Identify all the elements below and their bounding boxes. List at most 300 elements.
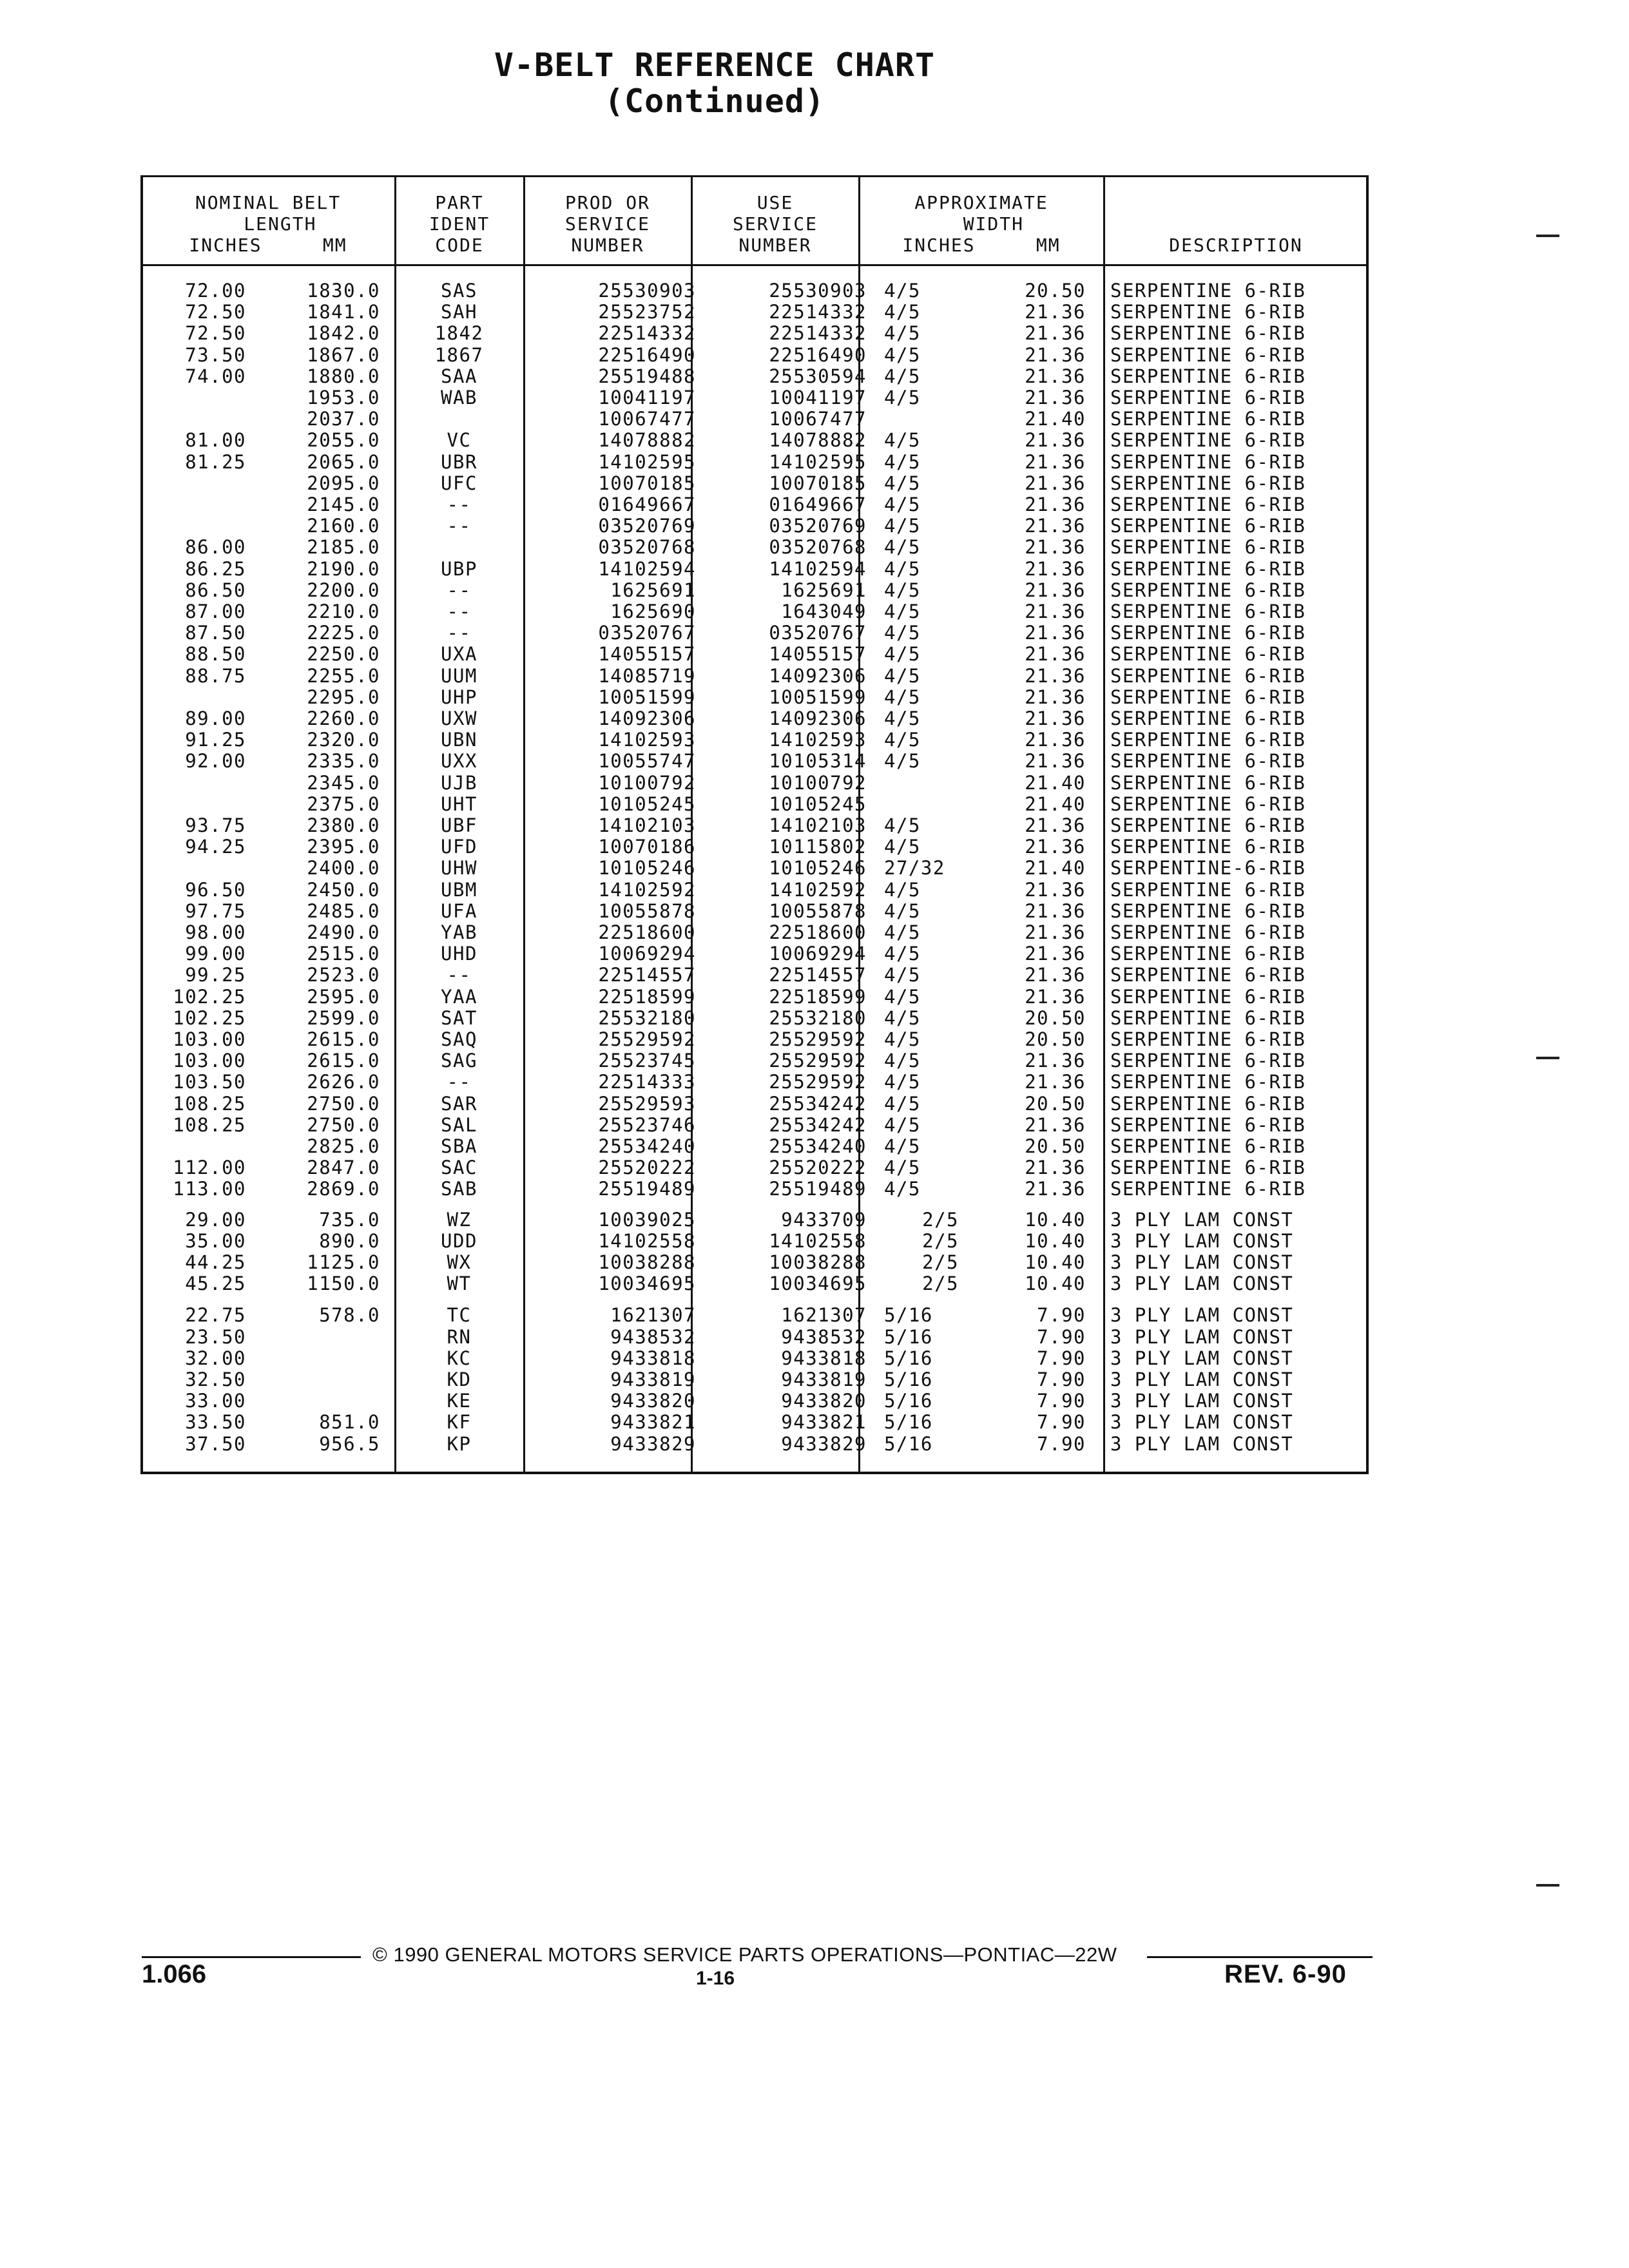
width-mm-cell: 20.50 [1025,1135,1086,1157]
mm-cell: 1150.0 [307,1273,380,1295]
inches-cell: 97.75 [185,899,246,922]
part-code-cell: WX [447,1251,472,1273]
mm-cell: 2595.0 [307,985,380,1008]
width-inches-cell: 4/5 [884,1071,921,1093]
part-code-cell: UBM [441,878,477,901]
description-cell: 3 PLY LAM CONST [1110,1390,1294,1412]
mm-cell: 1842.0 [307,322,380,345]
use-number-cell: 22518600 [769,921,867,943]
prod-number-cell: 10055747 [598,750,696,773]
mm-cell [251,1327,380,1348]
prod-number-cell: 9433820 [610,1390,696,1412]
part-code-cell: -- [447,964,472,986]
mm-cell: 2375.0 [307,793,380,815]
width-mm-cell: 7.90 [1037,1304,1086,1327]
inches-cell: 74.00 [185,365,246,387]
margin-mark [1536,1884,1559,1887]
use-number-cell: 22514332 [769,301,867,323]
prod-number-cell: 25520222 [598,1157,696,1179]
width-inches-cell: 4/5 [884,899,921,922]
description-cell: SERPENTINE 6-RIB [1110,472,1306,494]
width-inches-cell: 4/5 [884,1157,921,1179]
width-inches-cell: 4/5 [884,1113,921,1136]
prod-number-cell: 22518599 [598,985,696,1008]
table-row [0,965,1629,986]
use-number-cell: 1643049 [781,601,867,622]
mm-cell: 1867.0 [307,343,380,366]
inches-cell: 103.50 [173,1071,246,1093]
use-number-cell: 9433819 [781,1369,867,1390]
table-row [0,858,1629,879]
use-number-cell: 14102593 [769,729,867,751]
width-inches-cell: 4/5 [884,322,921,345]
use-number-cell: 25519489 [769,1178,867,1200]
part-code-cell: UFC [441,472,477,494]
prod-number-cell: 03520768 [598,536,696,559]
prod-number-cell: 10070185 [598,472,696,494]
table-row [0,1305,1629,1326]
width-mm-cell: 21.36 [1025,643,1086,666]
table-row [0,1231,1629,1252]
description-cell: SERPENTINE-6-RIB [1110,857,1306,879]
inches-cell: 99.25 [185,964,246,986]
use-number-cell: 1625691 [781,579,867,601]
inches-cell: 44.25 [185,1251,246,1273]
part-code-cell: SAL [441,1113,477,1136]
use-number-cell: 14092306 [769,664,867,687]
table-row [0,1412,1629,1433]
width-mm-cell: 21.36 [1025,579,1086,601]
width-inches-cell: 4/5 [884,387,921,408]
width-inches-cell: 4/5 [884,964,921,986]
use-number-cell: 25529592 [769,1028,867,1050]
prod-number-cell: 22514332 [598,322,696,345]
mm-cell: 890.0 [319,1229,380,1252]
use-number-cell: 14102595 [769,450,867,473]
mm-cell: 2523.0 [307,964,380,986]
part-code-cell: UBR [441,450,477,473]
title-line-2: (Continued) [604,82,825,120]
description-cell: 3 PLY LAM CONST [1110,1347,1294,1369]
mm-cell: 2400.0 [307,857,380,879]
description-cell: 3 PLY LAM CONST [1110,1325,1294,1348]
width-mm-cell: 21.36 [1025,1113,1086,1136]
part-code-cell: WT [447,1273,472,1295]
description-cell: SERPENTINE 6-RIB [1110,408,1306,430]
width-inches-cell [884,773,981,794]
description-cell: 3 PLY LAM CONST [1110,1229,1294,1252]
use-number-cell: 14055157 [769,643,867,666]
part-code-cell: TC [447,1304,472,1327]
part-code-cell: -- [447,515,472,537]
mm-cell: 2055.0 [307,429,380,452]
inches-cell: 93.75 [185,814,246,836]
width-inches-cell: 4/5 [884,450,921,473]
width-mm-cell: 7.90 [1037,1411,1086,1434]
width-inches-cell: 4/5 [884,1178,921,1200]
use-number-cell: 1621307 [781,1304,867,1327]
description-cell: SERPENTINE 6-RIB [1110,1092,1306,1115]
prod-number-cell: 10070186 [598,836,696,858]
prod-number-cell: 14102594 [598,557,696,580]
table-row [0,1050,1629,1072]
width-mm-cell: 21.40 [1025,793,1086,815]
table-row [0,1273,1629,1294]
description-cell: SERPENTINE 6-RIB [1110,686,1306,708]
description-cell: 3 PLY LAM CONST [1110,1369,1294,1390]
width-inches-cell: 5/16 [884,1411,933,1434]
prod-number-cell: 22514333 [598,1071,696,1093]
width-mm-cell: 21.40 [1025,771,1086,794]
inches-cell: 99.00 [185,943,246,965]
width-mm-cell: 21.36 [1025,536,1086,559]
part-code-cell: RN [447,1325,472,1348]
inches-cell: 86.00 [185,536,246,559]
use-number-cell: 14102558 [769,1229,867,1252]
table-row [0,794,1629,815]
width-inches-cell: 4/5 [884,557,921,580]
width-mm-cell: 21.36 [1025,878,1086,901]
width-inches-cell [884,794,981,815]
mm-cell: 2490.0 [307,921,380,943]
inches-cell [143,858,246,879]
prod-number-cell: 25529593 [598,1092,696,1115]
table-row [0,494,1629,515]
description-cell: SERPENTINE 6-RIB [1110,985,1306,1008]
footer-section-number: 1.066 [142,1960,207,1988]
width-inches-cell: 4/5 [884,429,921,452]
prod-number-cell: 22514557 [598,964,696,986]
prod-number-cell: 14102592 [598,878,696,901]
mm-cell: 2145.0 [307,494,380,515]
part-code-cell: YAA [441,985,477,1008]
inches-cell: 103.00 [173,1028,246,1050]
description-cell: 3 PLY LAM CONST [1110,1251,1294,1273]
width-inches-cell: 4/5 [884,686,921,708]
width-mm-cell: 21.36 [1025,664,1086,687]
description-cell: 3 PLY LAM CONST [1110,1432,1294,1455]
inches-cell: 23.50 [185,1325,246,1348]
width-inches-cell: 4/5 [884,921,921,943]
inches-cell: 91.25 [185,729,246,751]
description-cell: SERPENTINE 6-RIB [1110,750,1306,773]
table-row [0,901,1629,922]
description-cell: 3 PLY LAM CONST [1110,1273,1294,1295]
width-inches-cell: 4/5 [884,1092,921,1115]
prod-number-cell: 25523745 [598,1050,696,1072]
width-mm-cell: 21.36 [1025,985,1086,1008]
inches-cell: 87.00 [185,601,246,622]
description-cell: SERPENTINE 6-RIB [1110,343,1306,366]
inches-cell: 92.00 [185,750,246,773]
mm-cell: 2450.0 [307,878,380,901]
part-code-cell: 1867 [434,343,484,366]
width-inches-cell: 4/5 [884,536,921,559]
width-mm-cell: 21.40 [1025,857,1086,879]
description-cell: SERPENTINE 6-RIB [1110,1006,1306,1029]
prod-number-cell: 25534240 [598,1135,696,1157]
description-cell: SERPENTINE 6-RIB [1110,601,1306,622]
prod-number-cell: 10039025 [598,1208,696,1231]
table-row [0,1390,1629,1412]
width-mm-cell: 7.90 [1037,1347,1086,1369]
table-row [0,666,1629,687]
part-code-cell: UHT [441,793,477,815]
mm-cell [251,1348,380,1369]
use-number-cell: 10070185 [769,472,867,494]
mm-cell: 2515.0 [307,943,380,965]
width-inches-cell: 4/5 [884,664,921,687]
footer-rule-right [1147,1956,1373,1958]
width-inches-cell: 4/5 [884,1006,921,1029]
prod-number-cell: 10055878 [598,899,696,922]
description-cell: SERPENTINE 6-RIB [1110,280,1306,302]
inches-cell: 72.00 [185,280,246,302]
title-line-1: V-BELT REFERENCE CHART [494,46,936,84]
table-row [0,1178,1629,1200]
description-cell: SERPENTINE 6-RIB [1110,1135,1306,1157]
width-inches-cell: 4/5 [884,1050,921,1072]
inches-cell: 113.00 [173,1178,246,1200]
use-number-cell: 10067477 [769,408,867,430]
width-mm-cell: 21.36 [1025,943,1086,965]
header-prod-number: PROD OR SERVICE NUMBER [564,192,650,256]
table-row [0,387,1629,408]
width-mm-cell: 21.36 [1025,450,1086,473]
use-number-cell: 14092306 [769,707,867,729]
part-code-cell: WAB [441,387,477,408]
use-number-cell: 9433829 [781,1432,867,1455]
part-code-cell: UHD [441,943,477,965]
part-code-cell: YAB [441,921,477,943]
prod-number-cell: 25530903 [598,280,696,302]
use-number-cell: 10105246 [769,857,867,879]
use-number-cell: 22514557 [769,964,867,986]
header-width: APPROXIMATE WIDTH INCHES MM [902,192,1061,256]
width-mm-cell: 21.36 [1025,1050,1086,1072]
description-cell: SERPENTINE 6-RIB [1110,664,1306,687]
table-row [0,345,1629,366]
mm-cell: 1125.0 [307,1251,380,1273]
prod-number-cell: 1621307 [610,1304,696,1327]
mm-cell [251,1369,380,1390]
use-number-cell: 01649667 [769,494,867,515]
use-number-cell: 25532180 [769,1006,867,1029]
description-cell: SERPENTINE 6-RIB [1110,622,1306,644]
description-cell: SERPENTINE 6-RIB [1110,707,1306,729]
width-mm-cell: 21.36 [1025,729,1086,751]
description-cell: SERPENTINE 6-RIB [1110,814,1306,836]
header-belt-length: NOMINAL BELT LENGTH INCHES MM [189,192,347,256]
use-number-cell: 10055878 [769,899,867,922]
use-number-cell: 22514332 [769,322,867,345]
mm-cell: 2250.0 [307,643,380,666]
width-mm-cell: 21.36 [1025,365,1086,387]
description-cell: SERPENTINE 6-RIB [1110,1071,1306,1093]
description-cell: SERPENTINE 6-RIB [1110,729,1306,751]
width-mm-cell: 20.50 [1025,1028,1086,1050]
use-number-cell: 25534240 [769,1135,867,1157]
width-inches-cell: 4/5 [884,515,921,537]
table-row [0,922,1629,943]
inches-cell: 29.00 [185,1208,246,1231]
description-cell: SERPENTINE 6-RIB [1110,429,1306,452]
inches-cell [143,494,246,515]
mm-cell: 2750.0 [307,1113,380,1136]
part-code-cell: KD [447,1369,472,1390]
inches-cell: 96.50 [185,878,246,901]
width-mm-cell: 10.40 [1025,1273,1086,1295]
mm-cell: 2615.0 [307,1028,380,1050]
table-row [0,687,1629,708]
width-inches-cell: 4/5 [884,707,921,729]
description-cell: SERPENTINE 6-RIB [1110,964,1306,986]
width-inches-cell: 4/5 [884,1135,921,1157]
width-inches-cell: 4/5 [884,836,921,858]
width-mm-cell: 7.90 [1037,1390,1086,1412]
prod-number-cell: 10069294 [598,943,696,965]
prod-number-cell: 01649667 [598,494,696,515]
description-cell: SERPENTINE 6-RIB [1110,1113,1306,1136]
inches-cell: 72.50 [185,301,246,323]
mm-cell: 2200.0 [307,579,380,601]
width-inches-cell: 2/5 [922,1273,959,1295]
width-inches-cell [884,408,981,430]
width-mm-cell: 21.36 [1025,322,1086,345]
width-mm-cell: 21.36 [1025,343,1086,366]
prod-number-cell: 14102103 [598,814,696,836]
description-cell: SERPENTINE 6-RIB [1110,557,1306,580]
width-inches-cell: 5/16 [884,1347,933,1369]
width-mm-cell: 21.36 [1025,601,1086,622]
prod-number-cell: 14102595 [598,450,696,473]
use-number-cell: 9433709 [781,1208,867,1231]
width-mm-cell: 21.36 [1025,494,1086,515]
table-row [0,729,1629,751]
part-code-cell: -- [447,1071,472,1093]
inches-cell: 102.25 [173,985,246,1008]
inches-cell: 86.25 [185,557,246,580]
inches-cell: 103.00 [173,1050,246,1072]
width-inches-cell: 5/16 [884,1304,933,1327]
width-inches-cell: 4/5 [884,750,921,773]
width-mm-cell: 20.50 [1025,1092,1086,1115]
inches-cell: 32.00 [185,1347,246,1369]
use-number-cell: 25520222 [769,1157,867,1179]
width-inches-cell: 4/5 [884,579,921,601]
description-cell: SERPENTINE 6-RIB [1110,301,1306,323]
mm-cell: 2485.0 [307,899,380,922]
mm-cell: 2599.0 [307,1006,380,1029]
mm-cell: 2825.0 [307,1135,380,1157]
part-code-cell: KC [447,1347,472,1369]
table-row [0,836,1629,858]
width-mm-cell: 21.36 [1025,515,1086,537]
use-number-cell: 22518599 [769,985,867,1008]
inches-cell: 88.50 [185,643,246,666]
mm-cell: 2380.0 [307,814,380,836]
description-cell: SERPENTINE 6-RIB [1110,515,1306,537]
mm-cell: 1830.0 [307,280,380,302]
inches-cell: 98.00 [185,921,246,943]
description-cell: SERPENTINE 6-RIB [1110,899,1306,922]
description-cell: SERPENTINE 6-RIB [1110,1050,1306,1072]
use-number-cell: 03520768 [769,536,867,559]
width-inches-cell: 4/5 [884,643,921,666]
inches-cell: 94.25 [185,836,246,858]
inches-cell: 33.50 [185,1411,246,1434]
use-number-cell: 14102594 [769,557,867,580]
part-code-cell: UBN [441,729,477,751]
inches-cell: 112.00 [173,1157,246,1179]
table-row [0,1369,1629,1390]
part-code-cell: SAG [441,1050,477,1072]
use-number-cell: 03520769 [769,515,867,537]
description-cell: SERPENTINE 6-RIB [1110,1157,1306,1179]
table-row [0,1434,1629,1455]
part-code-cell: UJB [441,771,477,794]
mm-cell: 2295.0 [307,686,380,708]
description-cell: SERPENTINE 6-RIB [1110,1178,1306,1200]
width-mm-cell: 10.40 [1025,1229,1086,1252]
table-row [0,1327,1629,1348]
width-mm-cell: 21.40 [1025,408,1086,430]
prod-number-cell: 10051599 [598,686,696,708]
width-mm-cell: 7.90 [1037,1369,1086,1390]
prod-number-cell: 25529592 [598,1028,696,1050]
width-inches-cell: 4/5 [884,472,921,494]
mm-cell: 1953.0 [307,387,380,408]
table-row [0,302,1629,323]
inches-cell: 37.50 [185,1432,246,1455]
use-number-cell: 10069294 [769,943,867,965]
width-mm-cell: 21.36 [1025,301,1086,323]
table-row [0,408,1629,430]
mm-cell: 2260.0 [307,707,380,729]
width-mm-cell: 20.50 [1025,280,1086,302]
prod-number-cell: 1625690 [610,601,696,622]
table-row [0,644,1629,665]
table-row [0,1209,1629,1231]
description-cell: 3 PLY LAM CONST [1110,1304,1294,1327]
mm-cell: 2095.0 [307,472,380,494]
width-mm-cell: 7.90 [1037,1432,1086,1455]
inches-cell: 35.00 [185,1229,246,1252]
mm-cell: 2190.0 [307,557,380,580]
width-mm-cell: 21.36 [1025,899,1086,922]
prod-number-cell: 14102558 [598,1229,696,1252]
mm-cell: 2320.0 [307,729,380,751]
part-code-cell: UXW [441,707,477,729]
use-number-cell: 14102592 [769,878,867,901]
width-mm-cell: 21.36 [1025,686,1086,708]
width-mm-cell: 21.36 [1025,557,1086,580]
description-cell: SERPENTINE 6-RIB [1110,365,1306,387]
width-inches-cell: 4/5 [884,943,921,965]
header-use-number: USE SERVICE NUMBER [732,192,818,256]
width-inches-cell: 4/5 [884,729,921,751]
description-cell: 3 PLY LAM CONST [1110,1208,1294,1231]
mm-cell: 2210.0 [307,601,380,622]
inches-cell: 108.25 [173,1113,246,1136]
width-inches-cell: 4/5 [884,301,921,323]
part-code-cell: UFA [441,899,477,922]
description-cell: SERPENTINE 6-RIB [1110,643,1306,666]
mm-cell [251,1390,380,1412]
inches-cell: 108.25 [173,1092,246,1115]
mm-cell: 851.0 [319,1411,380,1434]
part-code-cell: SAT [441,1006,477,1029]
